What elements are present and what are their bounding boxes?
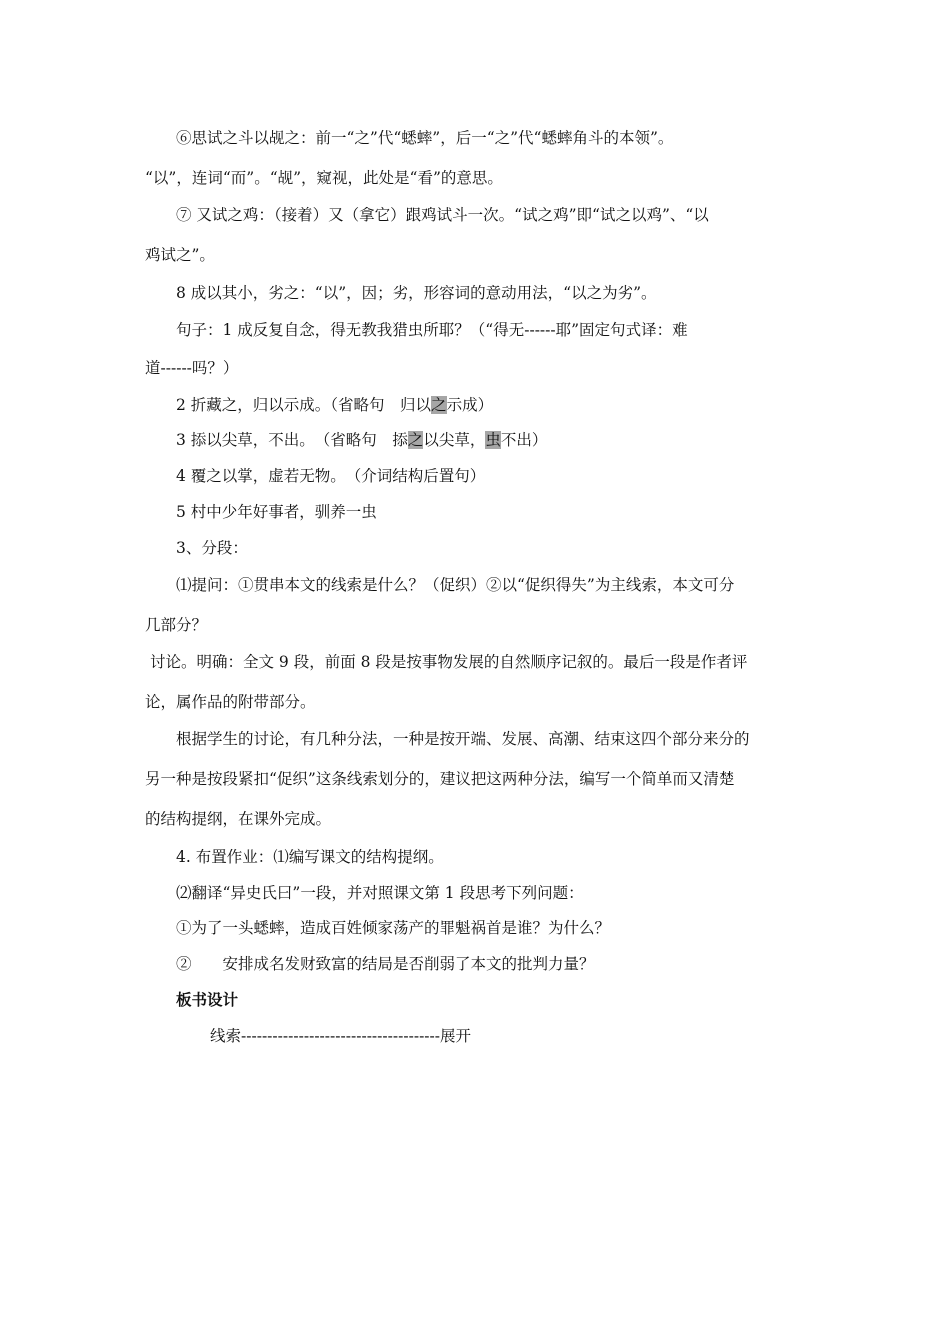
text-line: ② 安排成名发财致富的结局是否削弱了本文的批判力量？	[176, 955, 595, 973]
text-segment: 以尖草，	[423, 431, 486, 449]
text-line: ⑥思试之斗以觇之：前一“之”代“蟋蟀”，后一“之”代“蟋蟀角斗的本领”。	[176, 129, 674, 147]
text-segment: 不出）	[500, 431, 548, 449]
highlighted-text: 之	[431, 396, 447, 414]
text-line: 论，属作品的附带部分。	[145, 693, 316, 711]
highlighted-text: 之	[407, 431, 424, 449]
text-line: 鸡试之”。	[145, 246, 215, 264]
text-line: ⑴提问：①贯串本文的线索是什么？（促织）②以“促织得失”为主线索，本文可分	[176, 576, 735, 594]
text-line: 4 覆之以掌，虚若无物。 （介词结构后置句）	[176, 467, 486, 485]
text-line: 的结构提纲，在课外完成。	[145, 810, 332, 828]
text-segment: 3 掭以尖草，不出。 （省略句 掭	[176, 431, 408, 449]
text-line: 5 村中少年好事者，驯养一虫	[176, 503, 377, 521]
text-line: 句子：1 成反复自念，得无教我猎虫所耶？（“得无------耶”固定句式译：难	[176, 321, 688, 339]
text-line: 根据学生的讨论，有几种分法，一种是按开端、发展、高潮、结束这四个部分来分的	[176, 730, 750, 748]
section-heading: 板书设计	[176, 990, 239, 1009]
text-line: 线索--------------------------------------展开	[210, 1027, 472, 1045]
text-line: 8 成以其小，劣之：“以”，因；劣，形容词的意动用法，“以之为劣”。	[176, 284, 657, 302]
highlighted-text: 虫	[485, 431, 501, 449]
text-line: 3、分段：	[176, 539, 248, 557]
text-line: ①为了一头蟋蟀，造成百姓倾家荡产的罪魁祸首是谁？为什么？	[176, 919, 611, 937]
text-segment: 2 折藏之，归以示成。（省略句 归以	[176, 396, 432, 414]
text-line	[176, 430, 841, 450]
text-segment: 示成）	[446, 396, 494, 414]
text-line: 4. 布置作业：⑴编写课文的结构提纲。	[176, 848, 444, 866]
text-line: 另一种是按段紧扣“促织”这条线索划分的，建议把这两种分法，编写一个简单而又清楚	[145, 770, 735, 788]
text-line: “以”，连词“而”。“觇”，窥视，此处是“看”的意思。	[145, 169, 503, 187]
text-line: 讨论。明确：全文 9 段，前面 8 段是按事物发展的自然顺序记叙的。最后一段是作者评	[150, 653, 748, 671]
text-line: ⑦ 又试之鸡：（接着）又（拿它）跟鸡试斗一次。“试之鸡”即“试之以鸡”、“以	[176, 206, 709, 224]
text-line: 几部分？	[145, 616, 208, 634]
text-line	[176, 395, 841, 415]
text-line: 道------吗？）	[145, 359, 239, 377]
text-line: ⑵翻译“异史氏曰”一段，并对照课文第 1 段思考下列问题：	[176, 884, 584, 902]
